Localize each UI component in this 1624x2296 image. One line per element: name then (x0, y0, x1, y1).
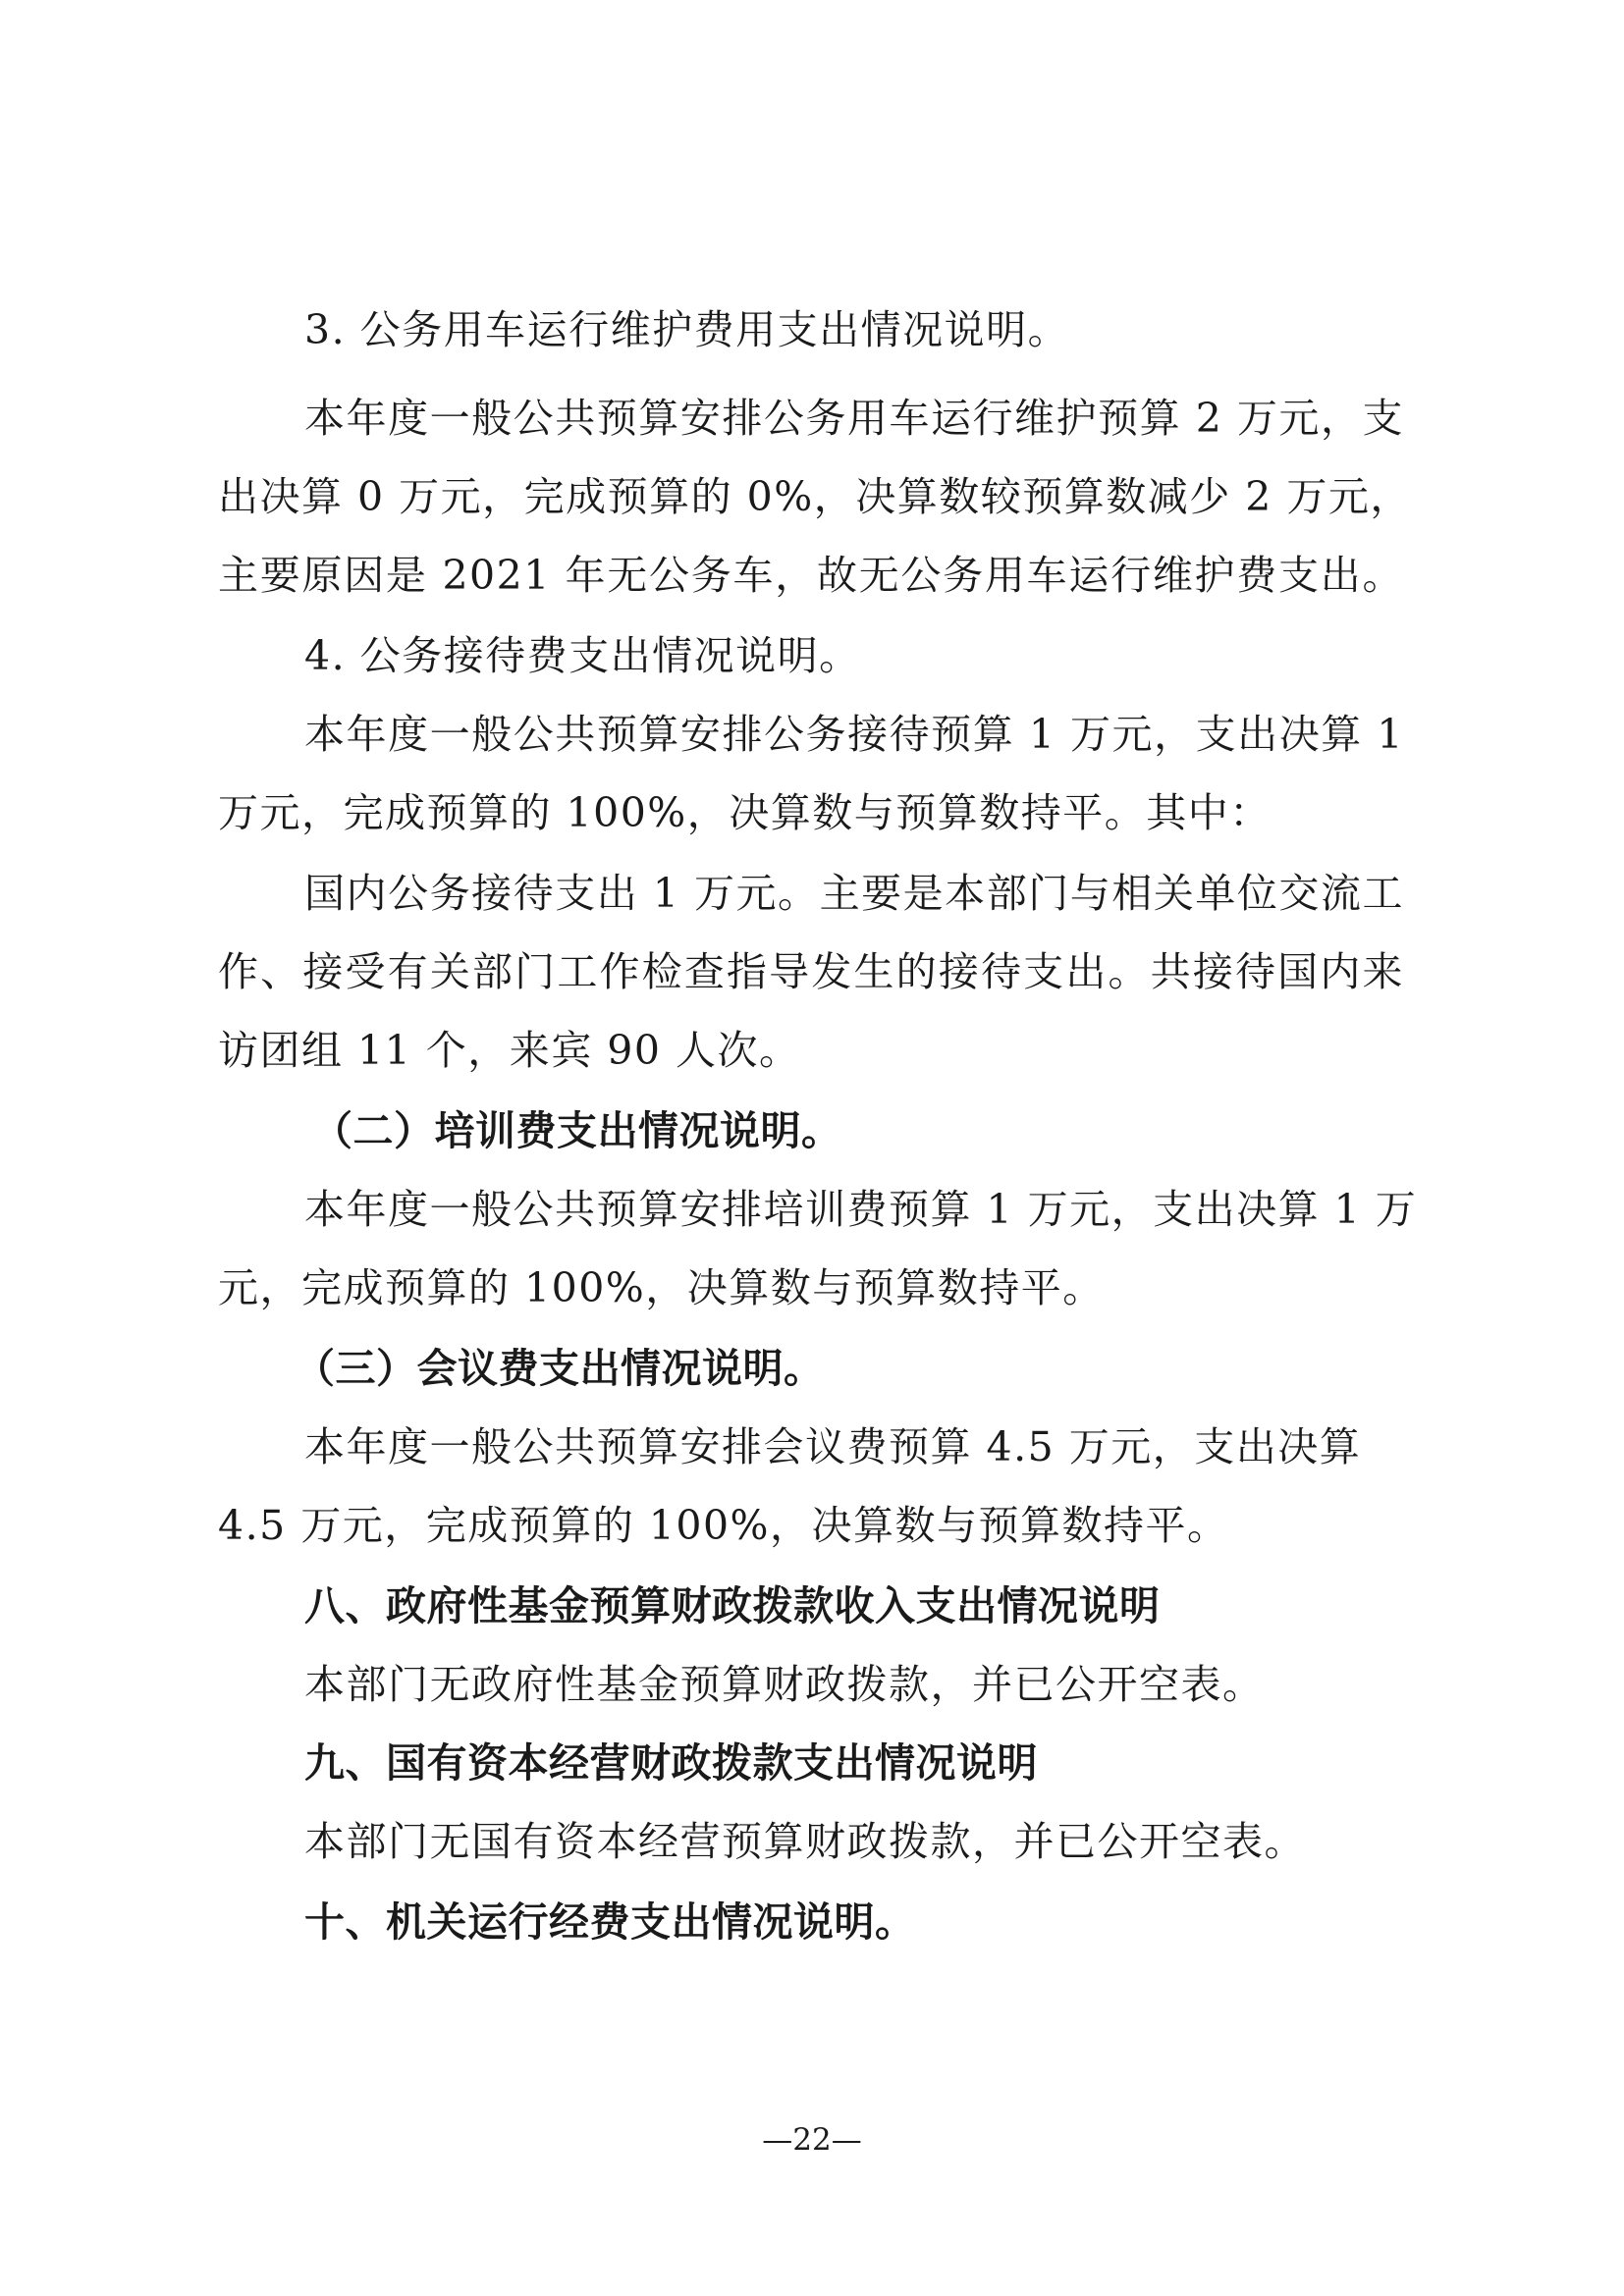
paragraph-line: 本部门无国有资本经营预算财政拨款，并已公开空表。 (304, 1818, 1306, 1865)
paragraph-line: 元，完成预算的 100%，决算数与预算数持平。 (218, 1264, 1105, 1311)
paragraph-line: 本年度一般公共预算安排培训费预算 1 万元，支出决算 1 万 (304, 1186, 1418, 1233)
section-heading: （二）培训费支出情况说明。 (312, 1107, 842, 1154)
paragraph-line: 主要原因是 2021 年无公务车，故无公务用车运行维护费支出。 (218, 552, 1404, 599)
paragraph-line: 本年度一般公共预算安排公务用车运行维护预算 2 万元，支 (304, 395, 1404, 442)
section-heading: 十、机关运行经费支出情况说明。 (304, 1898, 916, 1946)
paragraph-line: 万元，完成预算的 100%，决算数与预算数持平。其中： (218, 789, 1272, 836)
section-heading: 八、政府性基金预算财政拨款收入支出情况说明 (304, 1582, 1161, 1629)
page-number: —22— (762, 2122, 862, 2158)
paragraph-line: 作、接受有关部门工作检查指导发生的接待支出。共接待国内来 (218, 948, 1404, 995)
paragraph-line: 国内公务接待支出 1 万元。主要是本部门与相关单位交流工 (304, 870, 1404, 917)
subsection-heading: 3. 公务用车运行维护费用支出情况说明。 (304, 306, 1070, 353)
section-heading: （三）会议费支出情况说明。 (295, 1345, 825, 1392)
paragraph-line: 本年度一般公共预算安排公务接待预算 1 万元，支出决算 1 (304, 711, 1404, 758)
paragraph-line: 出决算 0 万元，完成预算的 0%，决算数较预算数减少 2 万元， (218, 473, 1412, 520)
paragraph-line: 访团组 11 个，来宾 90 人次。 (218, 1027, 801, 1074)
subsection-heading: 4. 公务接待费支出情况说明。 (304, 632, 861, 679)
paragraph-line: 本年度一般公共预算安排会议费预算 4.5 万元，支出决算 (304, 1423, 1362, 1470)
paragraph-line: 4.5 万元，完成预算的 100%，决算数与预算数持平。 (218, 1502, 1229, 1549)
paragraph-line: 本部门无政府性基金预算财政拨款，并已公开空表。 (304, 1661, 1265, 1708)
section-heading: 九、国有资本经营财政拨款支出情况说明 (304, 1739, 1038, 1787)
